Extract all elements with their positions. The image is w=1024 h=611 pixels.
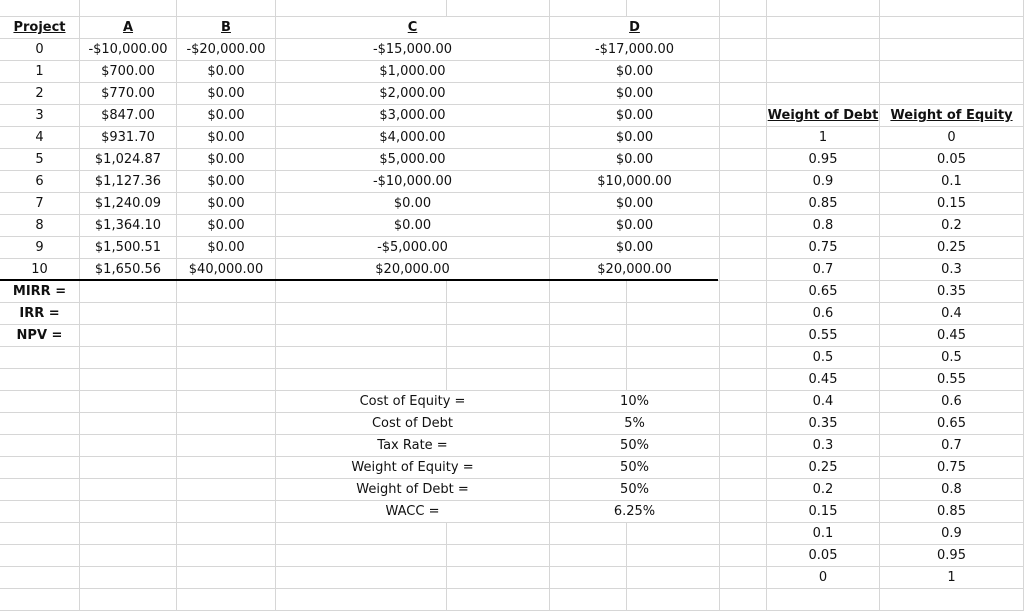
cashflow-a-cell[interactable]: $1,500.51: [80, 237, 177, 259]
cashflow-c-cell[interactable]: $5,000.00: [276, 149, 550, 171]
wacc-input-label[interactable]: Tax Rate =: [276, 435, 550, 457]
weight-of-debt-cell[interactable]: 0.65: [767, 281, 880, 303]
empty-cell[interactable]: [177, 413, 276, 435]
weight-of-debt-cell[interactable]: 0.85: [767, 193, 880, 215]
empty-cell[interactable]: [80, 281, 177, 303]
cashflow-c-cell[interactable]: $3,000.00: [276, 105, 550, 127]
empty-cell[interactable]: [276, 347, 447, 369]
empty-cell[interactable]: [447, 589, 550, 611]
empty-cell[interactable]: [627, 347, 720, 369]
empty-cell[interactable]: [720, 149, 767, 171]
empty-cell[interactable]: [627, 369, 720, 391]
cashflow-d-cell[interactable]: $0.00: [550, 215, 720, 237]
empty-cell[interactable]: [177, 435, 276, 457]
empty-cell[interactable]: [80, 545, 177, 567]
empty-cell[interactable]: [627, 325, 720, 347]
empty-cell[interactable]: [720, 523, 767, 545]
empty-cell[interactable]: [80, 303, 177, 325]
empty-cell[interactable]: [0, 369, 80, 391]
empty-cell[interactable]: [177, 545, 276, 567]
cashflow-c-cell[interactable]: $0.00: [276, 193, 550, 215]
empty-cell[interactable]: [720, 193, 767, 215]
empty-cell[interactable]: [720, 413, 767, 435]
empty-cell[interactable]: [0, 523, 80, 545]
empty-cell[interactable]: [177, 303, 276, 325]
cashflow-a-cell[interactable]: $931.70: [80, 127, 177, 149]
empty-cell[interactable]: [80, 501, 177, 523]
cashflow-a-cell[interactable]: -$10,000.00: [80, 39, 177, 61]
cell[interactable]: [0, 0, 80, 17]
cashflow-b-cell[interactable]: $0.00: [177, 171, 276, 193]
empty-cell[interactable]: [80, 457, 177, 479]
empty-cell[interactable]: [177, 457, 276, 479]
empty-cell[interactable]: [177, 281, 276, 303]
empty-cell[interactable]: [177, 347, 276, 369]
cashflow-d-cell[interactable]: $0.00: [550, 193, 720, 215]
cashflow-b-cell[interactable]: $0.00: [177, 237, 276, 259]
empty-cell[interactable]: [550, 325, 627, 347]
year-cell[interactable]: 9: [0, 237, 80, 259]
metric-label[interactable]: MIRR =: [0, 281, 80, 303]
weight-of-debt-cell[interactable]: 0.35: [767, 413, 880, 435]
empty-cell[interactable]: [0, 347, 80, 369]
weight-of-equity-cell[interactable]: 0.6: [880, 391, 1024, 413]
weight-of-equity-cell[interactable]: 0.85: [880, 501, 1024, 523]
year-cell[interactable]: 1: [0, 61, 80, 83]
weight-of-debt-cell[interactable]: 0.5: [767, 347, 880, 369]
empty-cell[interactable]: [276, 545, 447, 567]
year-cell[interactable]: 6: [0, 171, 80, 193]
empty-cell[interactable]: [80, 523, 177, 545]
empty-cell[interactable]: [720, 39, 767, 61]
cashflow-d-cell[interactable]: $0.00: [550, 149, 720, 171]
year-cell[interactable]: 0: [0, 39, 80, 61]
empty-cell[interactable]: [177, 567, 276, 589]
weight-of-equity-cell[interactable]: 0.4: [880, 303, 1024, 325]
empty-cell[interactable]: [627, 545, 720, 567]
weight-of-debt-cell[interactable]: 0.9: [767, 171, 880, 193]
cashflow-a-cell[interactable]: $1,127.36: [80, 171, 177, 193]
empty-cell[interactable]: [80, 413, 177, 435]
weight-of-debt-cell[interactable]: 0.95: [767, 149, 880, 171]
empty-cell[interactable]: [720, 171, 767, 193]
wacc-input-value[interactable]: 6.25%: [550, 501, 720, 523]
empty-cell[interactable]: [720, 237, 767, 259]
empty-cell[interactable]: [767, 17, 880, 39]
weight-of-equity-cell[interactable]: 0.65: [880, 413, 1024, 435]
empty-cell[interactable]: [177, 501, 276, 523]
weight-of-debt-cell[interactable]: 0.1: [767, 523, 880, 545]
empty-cell[interactable]: [720, 325, 767, 347]
cashflow-c-cell[interactable]: $0.00: [276, 215, 550, 237]
empty-cell[interactable]: [627, 589, 720, 611]
cashflow-b-cell[interactable]: $0.00: [177, 127, 276, 149]
cashflow-d-cell[interactable]: $20,000.00: [550, 259, 720, 281]
cashflow-d-cell[interactable]: $10,000.00: [550, 171, 720, 193]
empty-cell[interactable]: [720, 105, 767, 127]
cashflow-b-cell[interactable]: $0.00: [177, 105, 276, 127]
empty-cell[interactable]: [447, 281, 550, 303]
empty-cell[interactable]: [0, 567, 80, 589]
cashflow-d-cell[interactable]: $0.00: [550, 237, 720, 259]
weight-of-debt-cell[interactable]: 0.55: [767, 325, 880, 347]
cashflow-d-cell[interactable]: $0.00: [550, 83, 720, 105]
empty-cell[interactable]: [550, 281, 627, 303]
empty-cell[interactable]: [177, 523, 276, 545]
weight-of-equity-cell[interactable]: 0: [880, 127, 1024, 149]
empty-cell[interactable]: [627, 567, 720, 589]
empty-cell[interactable]: [627, 281, 720, 303]
cell[interactable]: [880, 0, 1024, 17]
weight-of-equity-cell[interactable]: 0.8: [880, 479, 1024, 501]
empty-cell[interactable]: [0, 501, 80, 523]
empty-cell[interactable]: [80, 325, 177, 347]
weight-of-equity-cell[interactable]: 0.05: [880, 149, 1024, 171]
metric-label[interactable]: NPV =: [0, 325, 80, 347]
weight-of-equity-cell[interactable]: 0.95: [880, 545, 1024, 567]
year-cell[interactable]: 10: [0, 259, 80, 281]
empty-cell[interactable]: [177, 325, 276, 347]
cell[interactable]: [80, 0, 177, 17]
metric-label[interactable]: IRR =: [0, 303, 80, 325]
cashflow-d-cell[interactable]: -$17,000.00: [550, 39, 720, 61]
wacc-input-label[interactable]: WACC =: [276, 501, 550, 523]
empty-cell[interactable]: [720, 281, 767, 303]
weight-of-debt-cell[interactable]: 0.75: [767, 237, 880, 259]
empty-cell[interactable]: [767, 83, 880, 105]
empty-cell[interactable]: [447, 347, 550, 369]
empty-cell[interactable]: [0, 457, 80, 479]
cell[interactable]: [550, 0, 627, 17]
empty-cell[interactable]: [627, 523, 720, 545]
weight-of-equity-cell[interactable]: 0.7: [880, 435, 1024, 457]
empty-cell[interactable]: [0, 413, 80, 435]
empty-cell[interactable]: [80, 479, 177, 501]
weight-of-equity-cell[interactable]: 0.3: [880, 259, 1024, 281]
empty-cell[interactable]: [720, 501, 767, 523]
empty-cell[interactable]: [80, 347, 177, 369]
empty-cell[interactable]: [80, 391, 177, 413]
cell[interactable]: [627, 0, 720, 17]
year-cell[interactable]: 3: [0, 105, 80, 127]
empty-cell[interactable]: [447, 369, 550, 391]
empty-cell[interactable]: [276, 523, 447, 545]
empty-cell[interactable]: [447, 523, 550, 545]
empty-cell[interactable]: [276, 325, 447, 347]
empty-cell[interactable]: [550, 589, 627, 611]
cashflow-d-cell[interactable]: $0.00: [550, 127, 720, 149]
empty-cell[interactable]: [550, 369, 627, 391]
weight-of-debt-cell[interactable]: 0.05: [767, 545, 880, 567]
empty-cell[interactable]: [767, 589, 880, 611]
empty-cell[interactable]: [720, 435, 767, 457]
wacc-input-value[interactable]: 10%: [550, 391, 720, 413]
empty-cell[interactable]: [720, 567, 767, 589]
cashflow-c-cell[interactable]: -$15,000.00: [276, 39, 550, 61]
empty-cell[interactable]: [720, 17, 767, 39]
weight-of-debt-cell[interactable]: 0.8: [767, 215, 880, 237]
cashflow-c-cell[interactable]: $20,000.00: [276, 259, 550, 281]
year-cell[interactable]: 2: [0, 83, 80, 105]
empty-cell[interactable]: [880, 61, 1024, 83]
empty-cell[interactable]: [880, 83, 1024, 105]
cashflow-d-cell[interactable]: $0.00: [550, 105, 720, 127]
header-weight-of-debt[interactable]: Weight of Debt: [767, 105, 880, 127]
cell[interactable]: [720, 0, 767, 17]
weight-of-debt-cell[interactable]: 0.15: [767, 501, 880, 523]
empty-cell[interactable]: [767, 61, 880, 83]
header-project[interactable]: Project: [0, 17, 80, 39]
weight-of-equity-cell[interactable]: 0.5: [880, 347, 1024, 369]
empty-cell[interactable]: [177, 479, 276, 501]
cashflow-b-cell[interactable]: $0.00: [177, 61, 276, 83]
cashflow-d-cell[interactable]: $0.00: [550, 61, 720, 83]
weight-of-equity-cell[interactable]: 0.55: [880, 369, 1024, 391]
header-c[interactable]: C: [276, 17, 550, 39]
empty-cell[interactable]: [0, 435, 80, 457]
cashflow-c-cell[interactable]: $4,000.00: [276, 127, 550, 149]
cell[interactable]: [447, 0, 550, 17]
empty-cell[interactable]: [0, 545, 80, 567]
weight-of-debt-cell[interactable]: 0: [767, 567, 880, 589]
header-a[interactable]: A: [80, 17, 177, 39]
year-cell[interactable]: 4: [0, 127, 80, 149]
cashflow-c-cell[interactable]: -$5,000.00: [276, 237, 550, 259]
cashflow-a-cell[interactable]: $1,024.87: [80, 149, 177, 171]
empty-cell[interactable]: [0, 391, 80, 413]
empty-cell[interactable]: [720, 369, 767, 391]
empty-cell[interactable]: [720, 391, 767, 413]
weight-of-equity-cell[interactable]: 0.2: [880, 215, 1024, 237]
header-b[interactable]: B: [177, 17, 276, 39]
empty-cell[interactable]: [720, 215, 767, 237]
weight-of-equity-cell[interactable]: 0.9: [880, 523, 1024, 545]
empty-cell[interactable]: [447, 325, 550, 347]
empty-cell[interactable]: [276, 589, 447, 611]
weight-of-equity-cell[interactable]: 0.1: [880, 171, 1024, 193]
empty-cell[interactable]: [720, 303, 767, 325]
weight-of-equity-cell[interactable]: 0.45: [880, 325, 1024, 347]
empty-cell[interactable]: [447, 303, 550, 325]
empty-cell[interactable]: [720, 457, 767, 479]
weight-of-debt-cell[interactable]: 0.25: [767, 457, 880, 479]
empty-cell[interactable]: [177, 391, 276, 413]
cell[interactable]: [767, 0, 880, 17]
cashflow-a-cell[interactable]: $1,364.10: [80, 215, 177, 237]
cell[interactable]: [276, 0, 447, 17]
weight-of-debt-cell[interactable]: 1: [767, 127, 880, 149]
empty-cell[interactable]: [80, 589, 177, 611]
weight-of-debt-cell[interactable]: 0.6: [767, 303, 880, 325]
weight-of-debt-cell[interactable]: 0.2: [767, 479, 880, 501]
empty-cell[interactable]: [276, 567, 447, 589]
empty-cell[interactable]: [880, 39, 1024, 61]
cashflow-b-cell[interactable]: $40,000.00: [177, 259, 276, 281]
weight-of-equity-cell[interactable]: 0.75: [880, 457, 1024, 479]
empty-cell[interactable]: [720, 259, 767, 281]
cashflow-b-cell[interactable]: $0.00: [177, 215, 276, 237]
empty-cell[interactable]: [447, 567, 550, 589]
empty-cell[interactable]: [720, 83, 767, 105]
empty-cell[interactable]: [276, 303, 447, 325]
wacc-input-value[interactable]: 5%: [550, 413, 720, 435]
cashflow-b-cell[interactable]: -$20,000.00: [177, 39, 276, 61]
empty-cell[interactable]: [720, 127, 767, 149]
cashflow-a-cell[interactable]: $700.00: [80, 61, 177, 83]
empty-cell[interactable]: [550, 523, 627, 545]
cashflow-b-cell[interactable]: $0.00: [177, 149, 276, 171]
empty-cell[interactable]: [550, 303, 627, 325]
year-cell[interactable]: 5: [0, 149, 80, 171]
empty-cell[interactable]: [276, 281, 447, 303]
header-weight-of-equity[interactable]: Weight of Equity: [880, 105, 1024, 127]
weight-of-debt-cell[interactable]: 0.7: [767, 259, 880, 281]
cashflow-c-cell[interactable]: -$10,000.00: [276, 171, 550, 193]
cashflow-a-cell[interactable]: $847.00: [80, 105, 177, 127]
wacc-input-label[interactable]: Weight of Debt =: [276, 479, 550, 501]
cell[interactable]: [177, 0, 276, 17]
empty-cell[interactable]: [550, 567, 627, 589]
cashflow-c-cell[interactable]: $2,000.00: [276, 83, 550, 105]
empty-cell[interactable]: [550, 347, 627, 369]
empty-cell[interactable]: [720, 347, 767, 369]
empty-cell[interactable]: [720, 545, 767, 567]
empty-cell[interactable]: [80, 567, 177, 589]
empty-cell[interactable]: [880, 17, 1024, 39]
empty-cell[interactable]: [177, 369, 276, 391]
empty-cell[interactable]: [80, 435, 177, 457]
year-cell[interactable]: 7: [0, 193, 80, 215]
empty-cell[interactable]: [720, 589, 767, 611]
cashflow-a-cell[interactable]: $1,650.56: [80, 259, 177, 281]
weight-of-debt-cell[interactable]: 0.45: [767, 369, 880, 391]
empty-cell[interactable]: [0, 589, 80, 611]
table-bottom-rule: [0, 279, 718, 281]
weight-of-equity-cell[interactable]: 0.25: [880, 237, 1024, 259]
empty-cell[interactable]: [80, 369, 177, 391]
weight-of-equity-cell[interactable]: 1: [880, 567, 1024, 589]
wacc-input-label[interactable]: Weight of Equity =: [276, 457, 550, 479]
empty-cell[interactable]: [720, 479, 767, 501]
empty-cell[interactable]: [720, 61, 767, 83]
empty-cell[interactable]: [550, 545, 627, 567]
empty-cell[interactable]: [447, 545, 550, 567]
wacc-input-label[interactable]: Cost of Equity =: [276, 391, 550, 413]
weight-of-debt-cell[interactable]: 0.4: [767, 391, 880, 413]
empty-cell[interactable]: [276, 369, 447, 391]
wacc-input-value[interactable]: 50%: [550, 479, 720, 501]
header-d[interactable]: D: [550, 17, 720, 39]
weight-of-equity-cell[interactable]: 0.15: [880, 193, 1024, 215]
cashflow-b-cell[interactable]: $0.00: [177, 193, 276, 215]
wacc-input-value[interactable]: 50%: [550, 457, 720, 479]
empty-cell[interactable]: [880, 589, 1024, 611]
cashflow-b-cell[interactable]: $0.00: [177, 83, 276, 105]
wacc-input-label[interactable]: Cost of Debt: [276, 413, 550, 435]
year-cell[interactable]: 8: [0, 215, 80, 237]
empty-cell[interactable]: [627, 303, 720, 325]
cashflow-c-cell[interactable]: $1,000.00: [276, 61, 550, 83]
cashflow-a-cell[interactable]: $770.00: [80, 83, 177, 105]
cashflow-a-cell[interactable]: $1,240.09: [80, 193, 177, 215]
empty-cell[interactable]: [0, 479, 80, 501]
weight-of-debt-cell[interactable]: 0.3: [767, 435, 880, 457]
empty-cell[interactable]: [767, 39, 880, 61]
weight-of-equity-cell[interactable]: 0.35: [880, 281, 1024, 303]
empty-cell[interactable]: [177, 589, 276, 611]
wacc-input-value[interactable]: 50%: [550, 435, 720, 457]
